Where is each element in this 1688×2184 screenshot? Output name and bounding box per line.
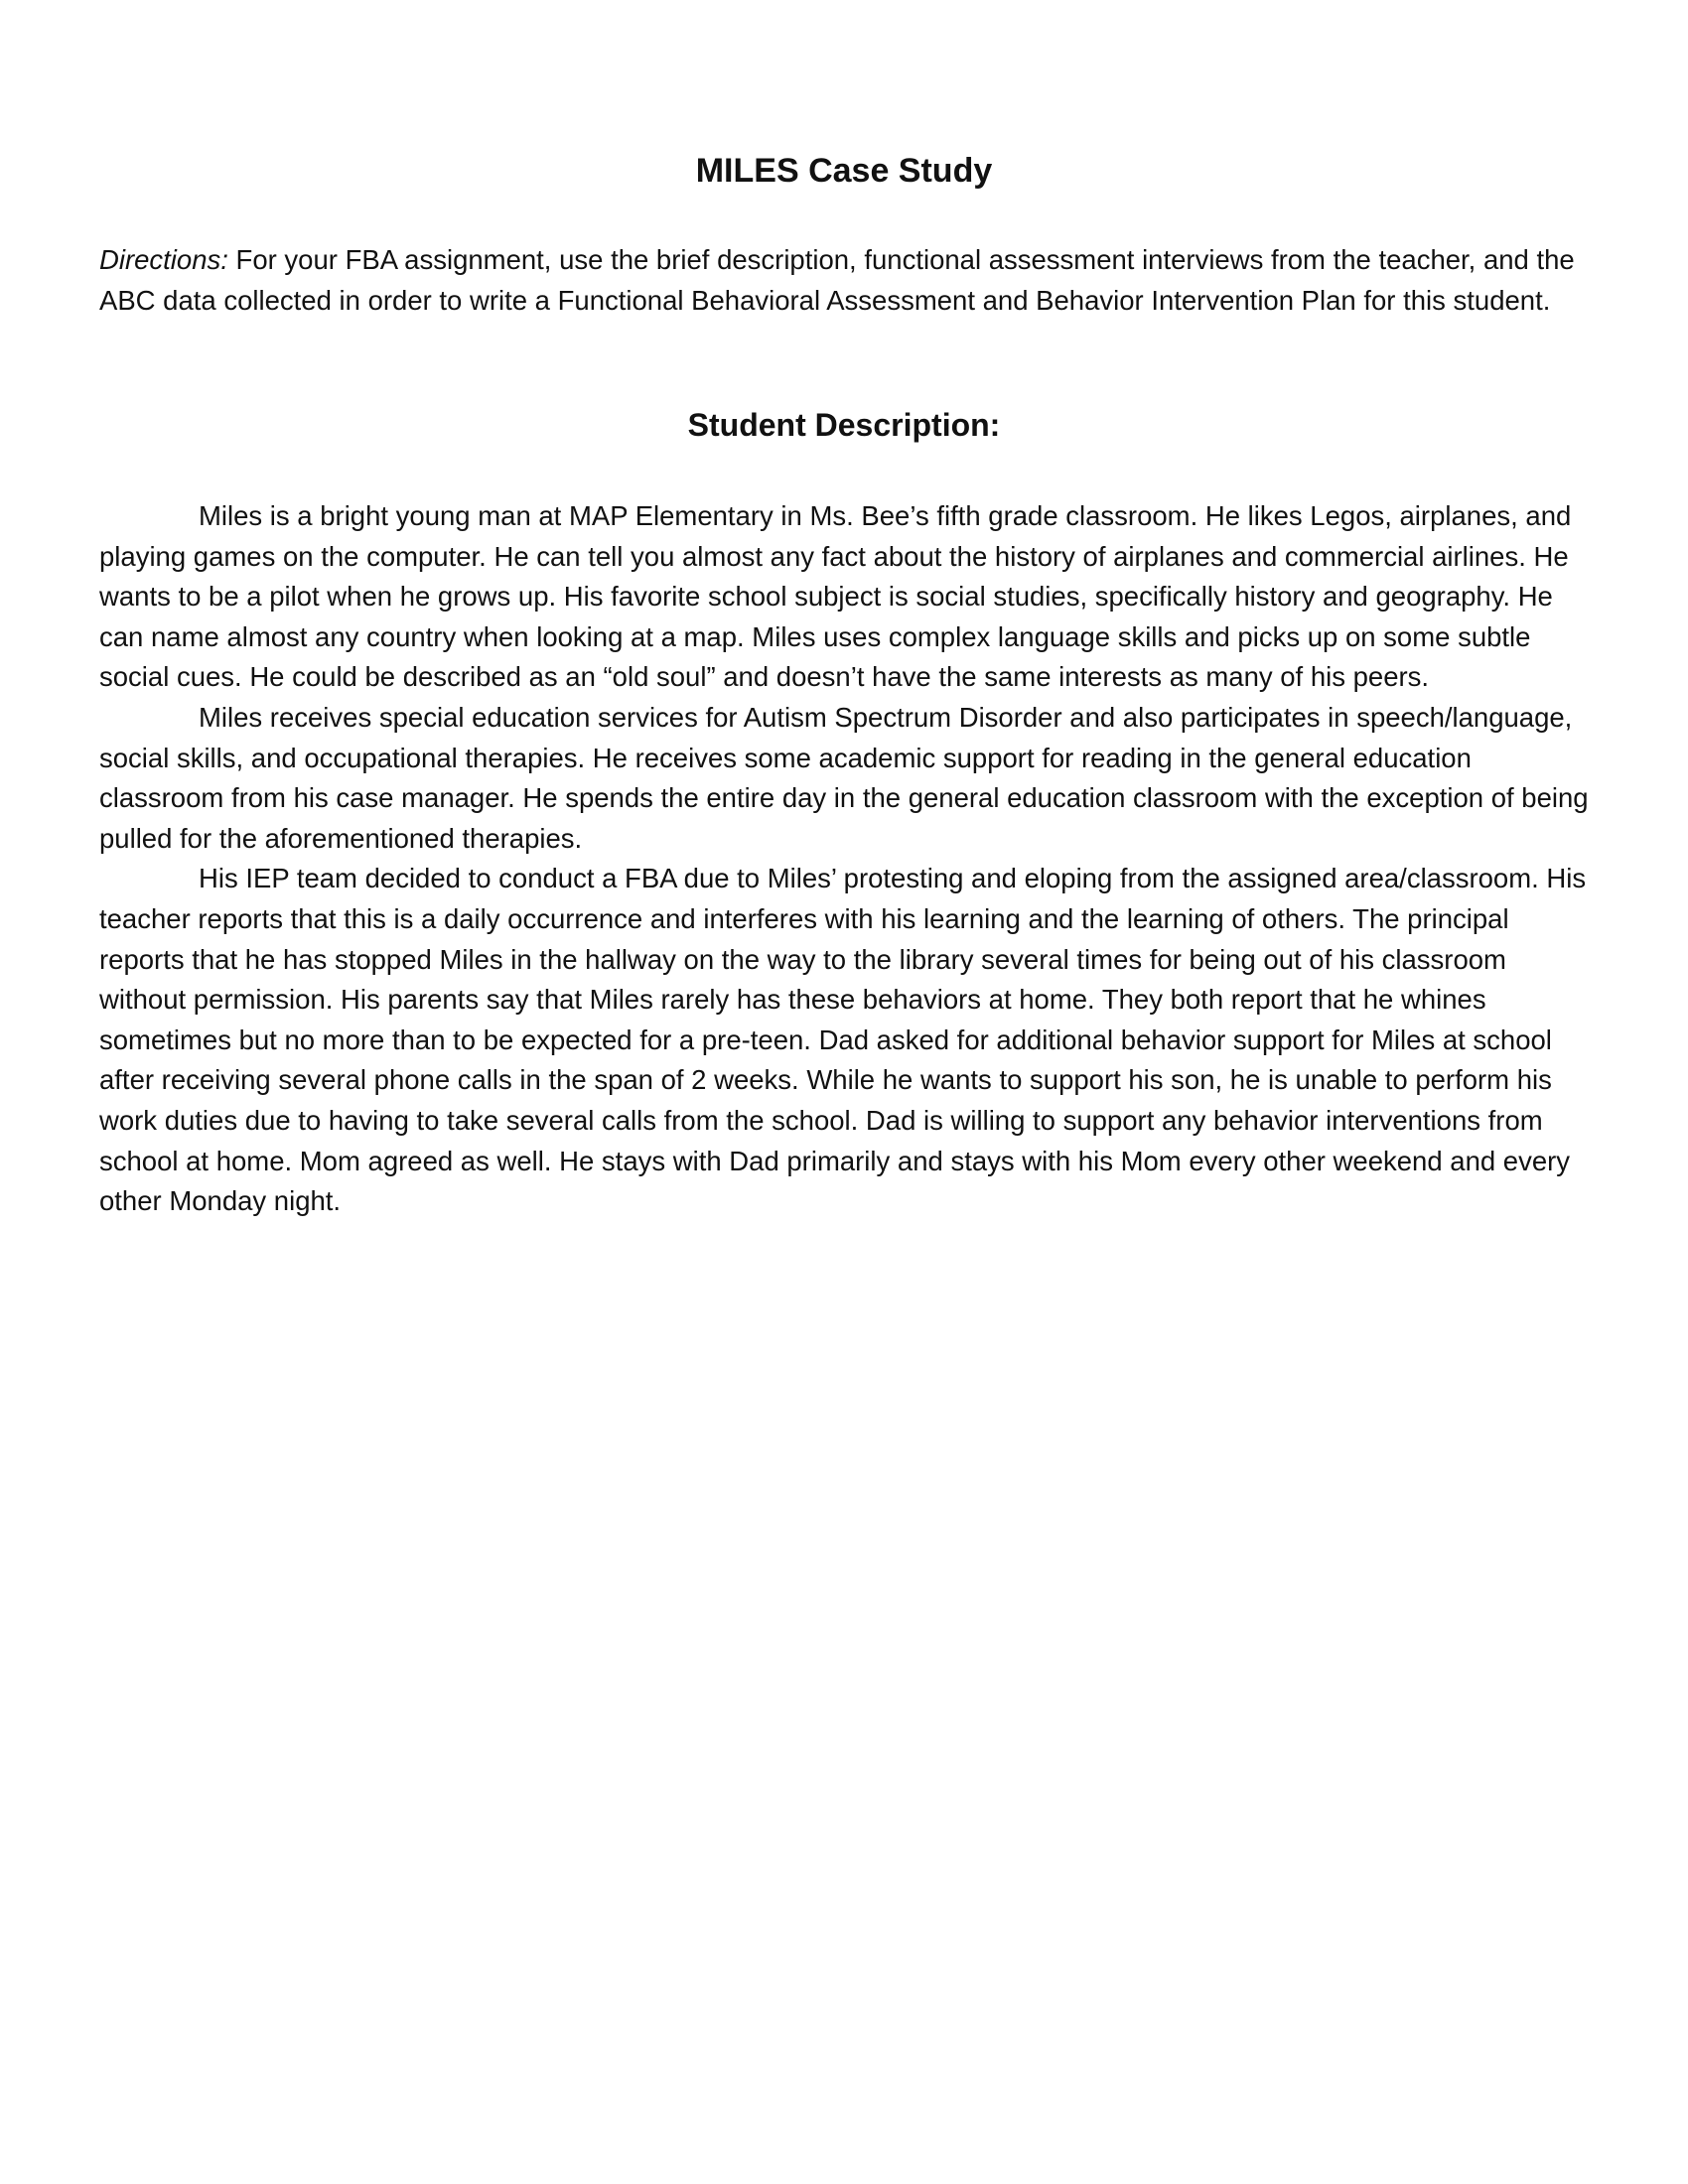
- directions-text: For your FBA assignment, use the brief description, functional assessment interviews from the teacher, and the ABC data collected in order to write a Functional Behavioral Assessment and Behavior Intervention Plan for this student.: [99, 244, 1575, 316]
- paragraph-interests: Miles is a bright young man at MAP Elementary in Ms. Bee’s fifth grade classroom. He likes Legos, airplanes, and playing games on the computer. He can tell you almost any fact about the history of airplanes and commercial airlines. He wants to be a pilot when he grows up. His favorite school subject is social studies, specifically history and geography. He can name almost any country when looking at a map. Miles uses complex language skills and picks up on some subtle social cues. He could be described as an “old soul” and doesn’t have the same interests as many of his peers.: [99, 500, 1572, 693]
- directions-label: Directions:: [99, 244, 228, 275]
- student-description-body: [99, 496, 1599, 1222]
- paragraph-fba-reason: His IEP team decided to conduct a FBA due to Miles’ protesting and eloping from the assigned area/classroom. His teacher reports that this is a daily occurrence and interferes with his learning and the learning of others. The principal reports that he has stopped Miles in the hallway on the way to the library several times for being out of his classroom without permission. His parents say that Miles rarely has these behaviors at home. They both report that he whines sometimes but no more than to be expected for a pre-teen. Dad asked for additional behavior support for Miles at school after receiving several phone calls in the span of 2 weeks. While he wants to support his son, he is unable to perform his work duties due to having to take several calls from the school. Dad is willing to support any behavior interventions from school at home. Mom agreed as well. He stays with Dad primarily and stays with his Mom every other weekend and every other Monday night.: [99, 863, 1587, 1217]
- section-heading-student-description: Student Description:: [687, 407, 1001, 443]
- directions-paragraph: [99, 240, 1589, 321]
- paragraph-services: Miles receives special education services for Autism Spectrum Disorder and also participates in speech/language, social skills, and occupational therapies. He receives some academic support for reading in the general education classroom from his case manager. He spends the entire day in the general education classroom with the exception of being pulled for the aforementioned therapies.: [99, 701, 1589, 854]
- page-title: MILES Case Study: [695, 152, 993, 190]
